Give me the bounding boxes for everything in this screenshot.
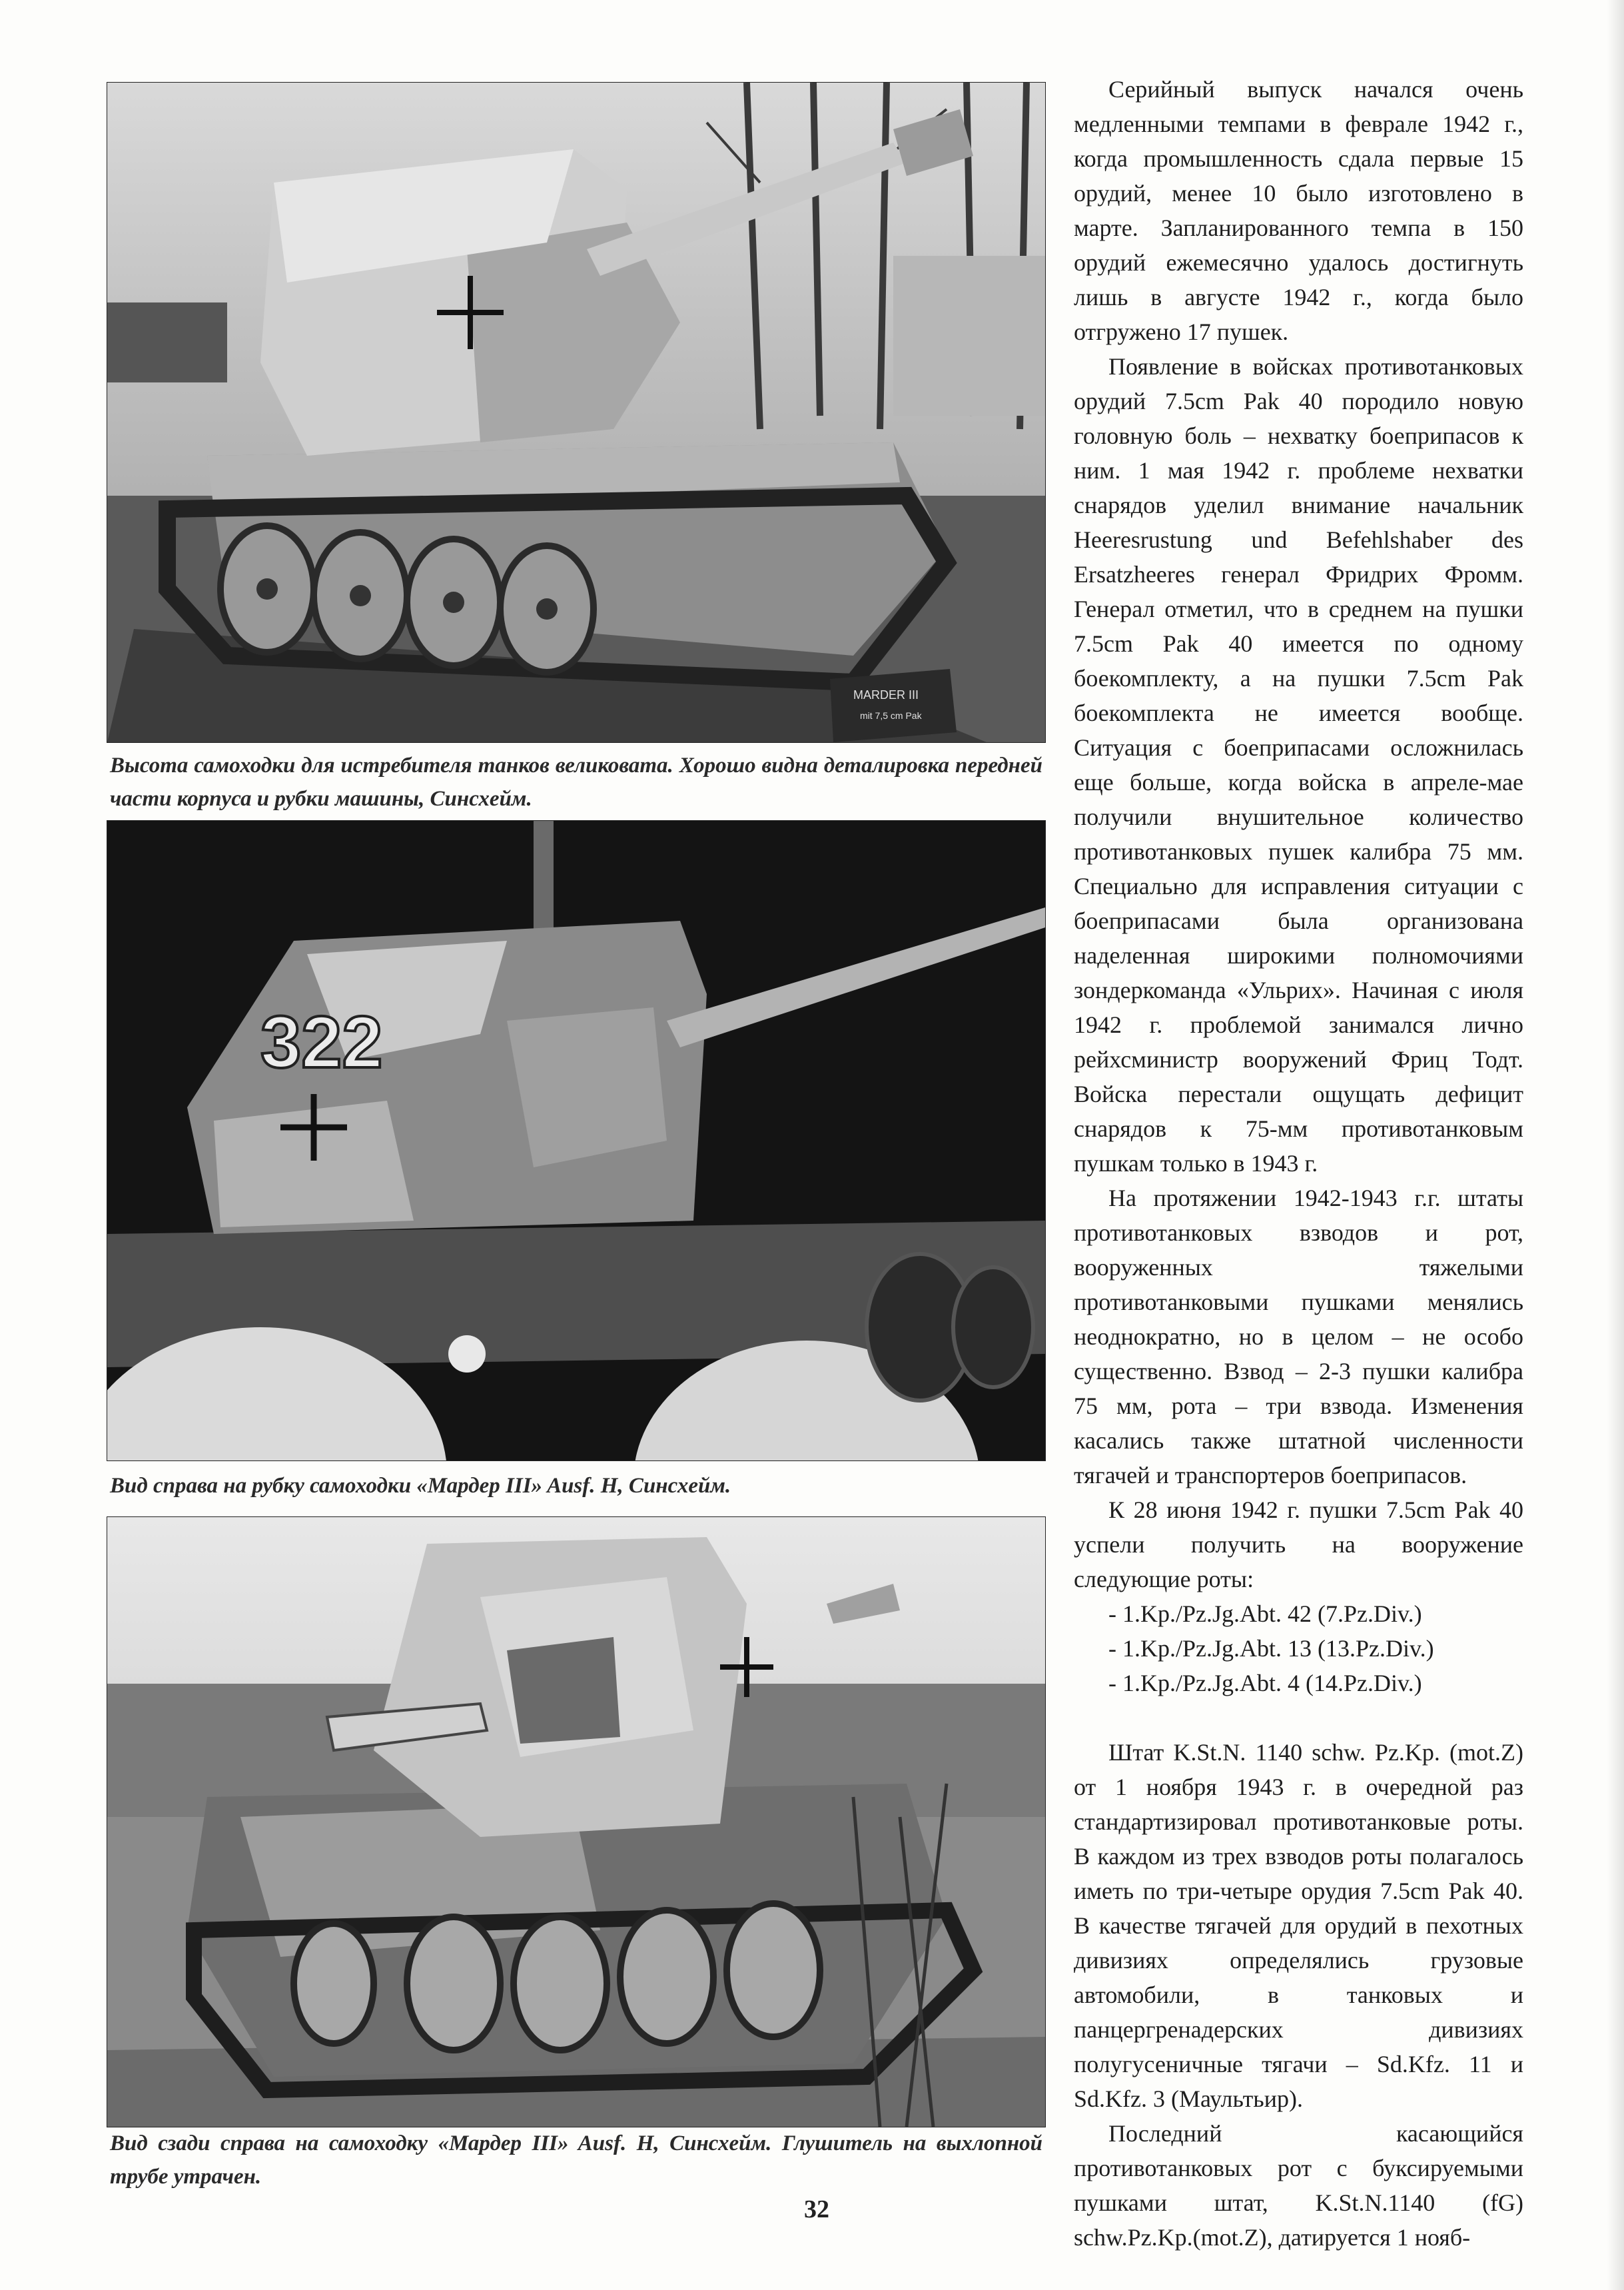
list-item: - 1.Kp./Pz.Jg.Abt. 4 (14.Pz.Div.) — [1108, 1670, 1422, 1696]
paragraph-3: На протяжении 1942-1943 г.г. штаты противотанковых взводов и рот, вооруженных тяжелыми противотанковыми пушками менялись неоднократно, но в целом – не особо существенно. Взвод – 2-3 пушки калибра 75 мм, рота – три взвода. Изменения касались также штатной численности тягачей и транспортеров боеприпасов. — [1074, 1185, 1523, 1488]
list-item: - 1.Kp./Pz.Jg.Abt. 42 (7.Pz.Div.) — [1108, 1600, 1422, 1627]
photo-marder-front-image — [107, 83, 1045, 742]
museum-sign-line2: mit 7,5 cm Pak — [860, 710, 922, 721]
paragraph-6: Последний касающийся противотанковых рот с буксируемыми пушками штат, K.St.N.1140 (fG) schw.Pz.Kp.(mot.Z), датируется 1 нояб- — [1074, 2120, 1523, 2251]
photo-marder-rear-right — [107, 1516, 1046, 2127]
paragraph-4: К 28 июня 1942 г. пушки 7.5cm Pak 40 успели получить на вооружение следующие роты: — [1074, 1496, 1523, 1592]
list-item: - 1.Kp./Pz.Jg.Abt. 13 (13.Pz.Div.) — [1108, 1635, 1434, 1662]
page-number: 32 — [804, 2195, 829, 2223]
photo-marder-right-cabin-image — [107, 821, 1045, 1460]
paragraph-2: Появление в войсках противотанковых орудий 7.5cm Pak 40 породило новую головную боль – нехватку боеприпасов к ним. 1 мая 1942 г. проблеме нехватки снарядов уделил внимание начальник Heeresrustung und Befehlshaber des Ersatzheeres генерал Фридрих Фромм. Генерал отметил, что в среднем на пушки 7.5cm Pak 40 имеется по одному боекомплекту, а на пушки 7.5cm Pak боекомплекта не имеется вообще. Ситуация с боеприпасами осложнилась еще больше, когда войска в апреле-мае получили внушительное количество противотанковых пушек калибра 75 мм. Специально для исправления ситуации с боеприпасами была организована наделенная широкими полномочиями зондеркоманда «Ульрих». Начиная с июля 1942 г. проблемой занимался лично рейхсминистр вооружений Фриц Тодт. Войска перестали ощущать дефицит снарядов к 75-мм противотанковым пушкам только в 1943 г. — [1074, 353, 1523, 1177]
photo-marder-right-cabin — [107, 820, 1046, 1461]
company-list — [1074, 1596, 1523, 1700]
page-edge-shadow — [1607, 0, 1624, 2290]
photo-marder-front — [107, 82, 1046, 743]
photo-marder-rear-right-image — [107, 1517, 1045, 2127]
paragraph-5: Штат K.St.N. 1140 schw. Pz.Kp. (mot.Z) от 1 ноября 1943 г. в очередной раз стандартизировал противотанковые роты. В каждом из трех взводов роты полагалось иметь по три-четыре орудия 7.5cm Pak 40. В качестве тягачей для орудий в пехотных дивизиях определялись грузовые автомобили, в танковых и панцергренадерских дивизиях полугусеничные тягачи – Sd.Kfz. 11 и Sd.Kfz. 3 (Маультьир). — [1074, 1739, 1523, 2112]
caption-photo-2: Вид справа на рубку самоходки «Мардер III» Ausf. H, Синсхейм. — [110, 1474, 731, 1498]
caption-photo-1: Высота самоходки для истребителя танков великовата. Хорошо видна деталировка передней части корпуса и рубки машины, Синсхейм. — [110, 754, 1042, 811]
vehicle-number: 322 — [260, 1001, 383, 1083]
text-column — [1074, 72, 1523, 2255]
museum-sign-line1: MARDER III — [853, 688, 919, 702]
caption-photo-3: Вид сзади справа на самоходку «Мардер III» Ausf. H, Синсхейм. Глушитель на выхлопной трубе утрачен. — [110, 2131, 1042, 2189]
paragraph-1: Серийный выпуск начался очень медленными темпами в феврале 1942 г., когда промышленность сдала первые 15 орудий, менее 10 было изготовлено в марте. Запланированного темпа в 150 орудий ежемесячно удалось достигнуть лишь в августе 1942 г., когда было отгружено 17 пушек. — [1074, 76, 1523, 345]
